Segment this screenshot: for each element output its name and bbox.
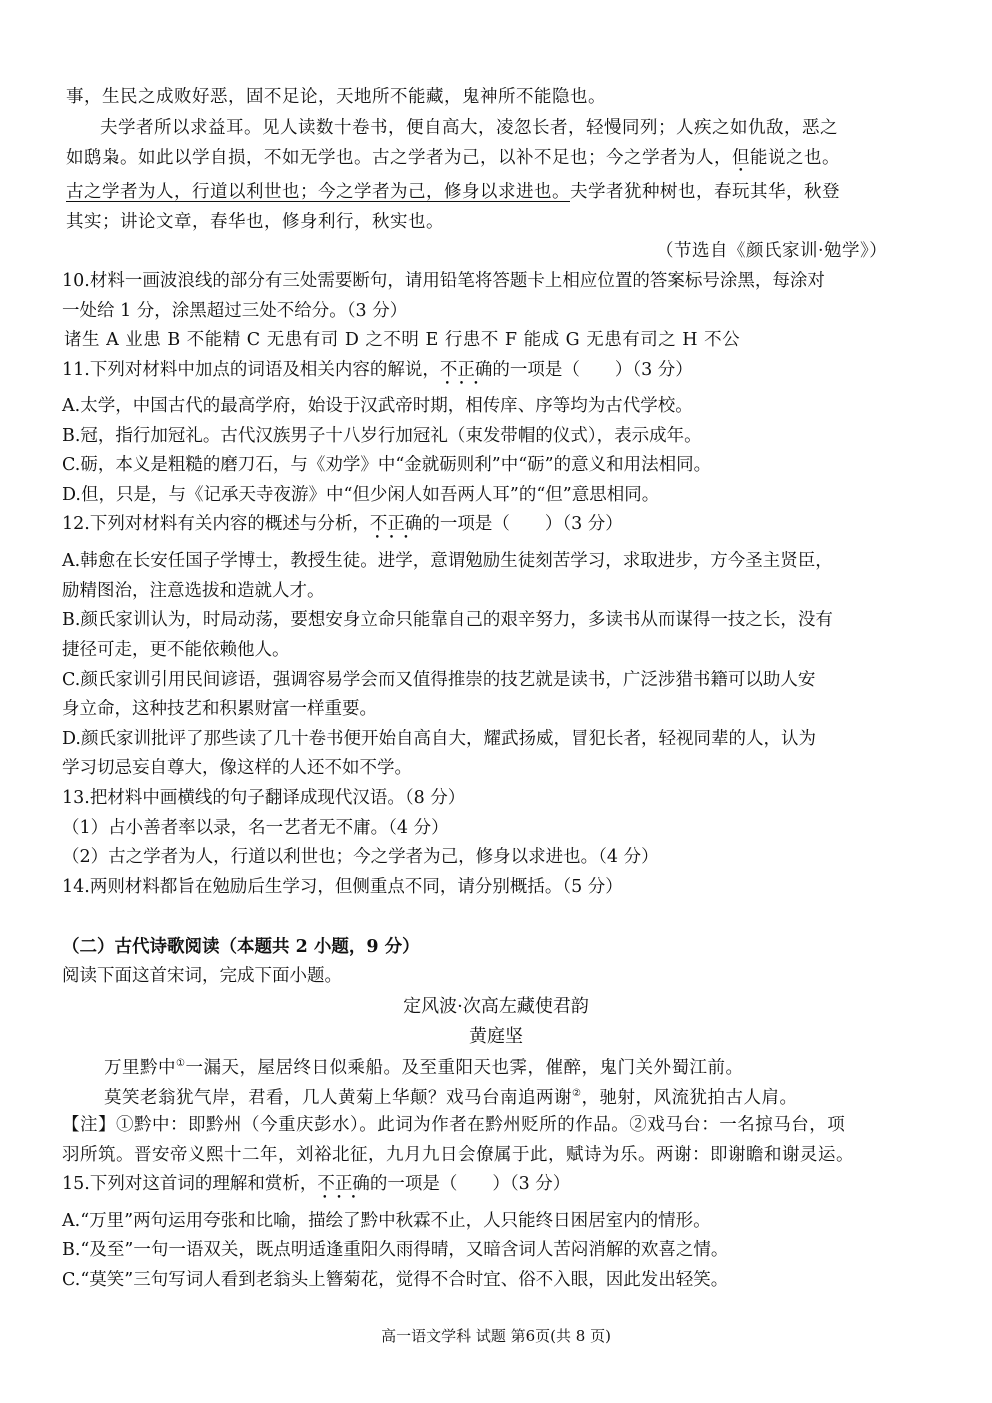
poem-line [104,1083,797,1109]
question-10-cont: 一处给 1 分，涂黑超过三处不给分。（3 分） [62,301,408,321]
q-text: 12.下列对材料有关内容的概述与分析， [62,514,370,534]
underlined-sentence: 古之学者为人，行道以利世也；今之学者为己，修身以求进也。 [66,182,570,202]
question-11 [62,359,693,389]
question-15 [62,1173,571,1203]
q-dotted: 不正确 [369,514,423,534]
question-12 [62,513,623,543]
question-13: 13.把材料中画横线的句子翻译成现代汉语。（8 分） [62,788,466,808]
question-11-option-d: D.但，只是，与《记承天寺夜游》中“但少闲人如吾两人耳”的“但”意思相同。 [62,485,660,505]
footnote-marker: ② [572,1088,582,1099]
question-12-option-a: A.韩愈在长安任国子学博士，教授生徒。进学，意谓勉励生徒刻苦学习，求取进步，方今圣主贤臣， [62,551,833,571]
passage-line [66,147,840,169]
poem-line [104,1053,743,1079]
q-dotted: 不正确 [317,1174,370,1194]
q-text: 15.下列对这首词的理解和赏析， [62,1174,318,1194]
poem-text: 莫笑老翁犹气岸，君看，几人黄菊上华颠？戏马台南追两谢 [104,1087,572,1108]
question-15-option-a: A.“万里”两句运用夸张和比喻，描绘了黔中秋霖不止，人只能终日困居室内的情形。 [62,1211,711,1231]
question-11-option-a: A.太学，中国古代的最高学府，始设于汉武帝时期，相传庠、序等均为古代学校。 [62,396,693,416]
question-11-option-b: B.冠，指行加冠礼。古代汉族男子十八岁行加冠礼（束发带帽的仪式），表示成年。 [62,426,702,446]
passage-line: 夫学者所以求益耳。见人读数十卷书，便自高大，凌忽长者，轻慢同列；人疾之如仇敌，恶之 [100,118,838,138]
poem-title: 定风波·次高左藏使君韵 [403,996,589,1017]
footnote-marker: ① [176,1058,186,1069]
question-13-1: （1）占小善者率以录，名一艺者无不庸。（4 分） [62,818,449,838]
poem-text: 一漏天，屋居终日似乘船。及至重阳天也霁，催醉，鬼门关外蜀江前。 [185,1057,744,1078]
passage-text: 夫学者犹种树也，春玩其华，秋登 [570,182,840,202]
passage-line: 事，生民之成败好恶，固不足论，天地所不能藏，鬼神所不能隐也。 [66,87,606,107]
dotted-word: 不正确 ••• [439,360,493,389]
q-text: 11.下列对材料中加点的词语及相关内容的解说， [62,360,440,380]
passage-text: 如鸱枭。如此以学自损，不如无学也。古之学者为己，以补不足也；今之学者为人， [66,148,732,168]
question-11-option-c: C.砺，本义是粗糙的磨刀石，与《劝学》中“金就砺则利”中“砺”的意义和用法相同。 [62,455,712,475]
section-heading: （二）古代诗歌阅读（本题共 2 小题，9 分） [62,937,420,957]
question-12-option-c: C.颜氏家训引用民间谚语，强调容易学会而又值得推崇的技艺就是读书，广泛涉猎书籍可以助人安 [62,670,816,690]
question-14: 14.两则材料都旨在勉励后生学习，但侧重点不同，请分别概括。（5 分） [62,877,623,897]
poem-text: 万里黔中 [104,1057,176,1078]
question-12-option-c-cont: 身立命，这种技艺和积累财富一样重要。 [62,699,377,719]
question-15-option-b: B.“及至”一句一语双关，既点明适逢重阳久雨得晴，又暗含词人苦闷消解的欢喜之情。 [62,1240,729,1260]
q-dotted: 不正确 [439,360,493,380]
passage-line [66,181,840,203]
poem-note-cont: 羽所筑。晋安帝义熙十二年，刘裕北征，九月九日会僚属于此，赋诗为乐。两谢：即谢瞻和谢灵运。 [62,1145,854,1165]
question-12-option-b-cont: 捷径可走，更不能依赖他人。 [62,640,290,660]
q-text: 的一项是（ ）（3 分） [492,360,693,380]
dotted-word: 不正确 ••• [369,514,423,543]
dotted-word: 但 [732,148,750,168]
question-12-option-d: D.颜氏家训批评了那些读了几十卷书便开始自高自大，耀武扬威，冒犯长者，轻视同辈的人，认为 [62,729,816,749]
passage-source: （节选自《颜氏家训·勉学》） [656,241,888,261]
dotted-word: 不正确 ••• [317,1174,370,1203]
poem-note: 【注】①黔中：即黔州（今重庆彭水）。此词为作者在黔州贬所的作品。②戏马台：一名掠马台，项 [62,1115,846,1135]
passage-text: 能说之也。 [750,148,840,168]
question-12-option-b: B.颜氏家训认为，时局动荡，要想安身立命只能靠自己的艰辛努力，多读书从而谋得一技之长，没有 [62,610,833,630]
question-10-options: 诸生 A 业患 B 不能精 C 无患有司 D 之不明 E 行患不 F 能成 G 无患有司之 H 不公 [64,330,741,350]
poem-author: 黄庭坚 [469,1026,523,1047]
question-12-option-a-cont: 励精图治，注意选拔和造就人才。 [62,581,325,601]
poem-text: ，驰射，风流犹拍古人肩。 [581,1087,798,1108]
question-15-option-c: C.“莫笑”三句写词人看到老翁头上簪菊花，觉得不合时宜、俗不入眼，因此发出轻笑。 [62,1270,729,1290]
page-footer: 高一语文学科 试题 第6页(共 8 页) [381,1327,611,1345]
section-intro: 阅读下面这首宋词，完成下面小题。 [62,966,342,986]
question-12-option-d-cont: 学习切忌妄自尊大，像这样的人还不如不学。 [62,758,412,778]
question-10: 10.材料一画波浪线的部分有三处需要断句，请用铅笔将答题卡上相应位置的答案标号涂黑，每涂对 [62,271,825,291]
q-text: 的一项是（ ）（3 分） [369,1174,571,1194]
q-text: 的一项是（ ）（3 分） [422,514,623,534]
question-13-2: （2）古之学者为人，行道以利世也；今之学者为己，修身以求进也。（4 分） [62,847,659,867]
passage-line: 其实；讲论文章，春华也，修身利行，秋实也。 [66,212,444,232]
